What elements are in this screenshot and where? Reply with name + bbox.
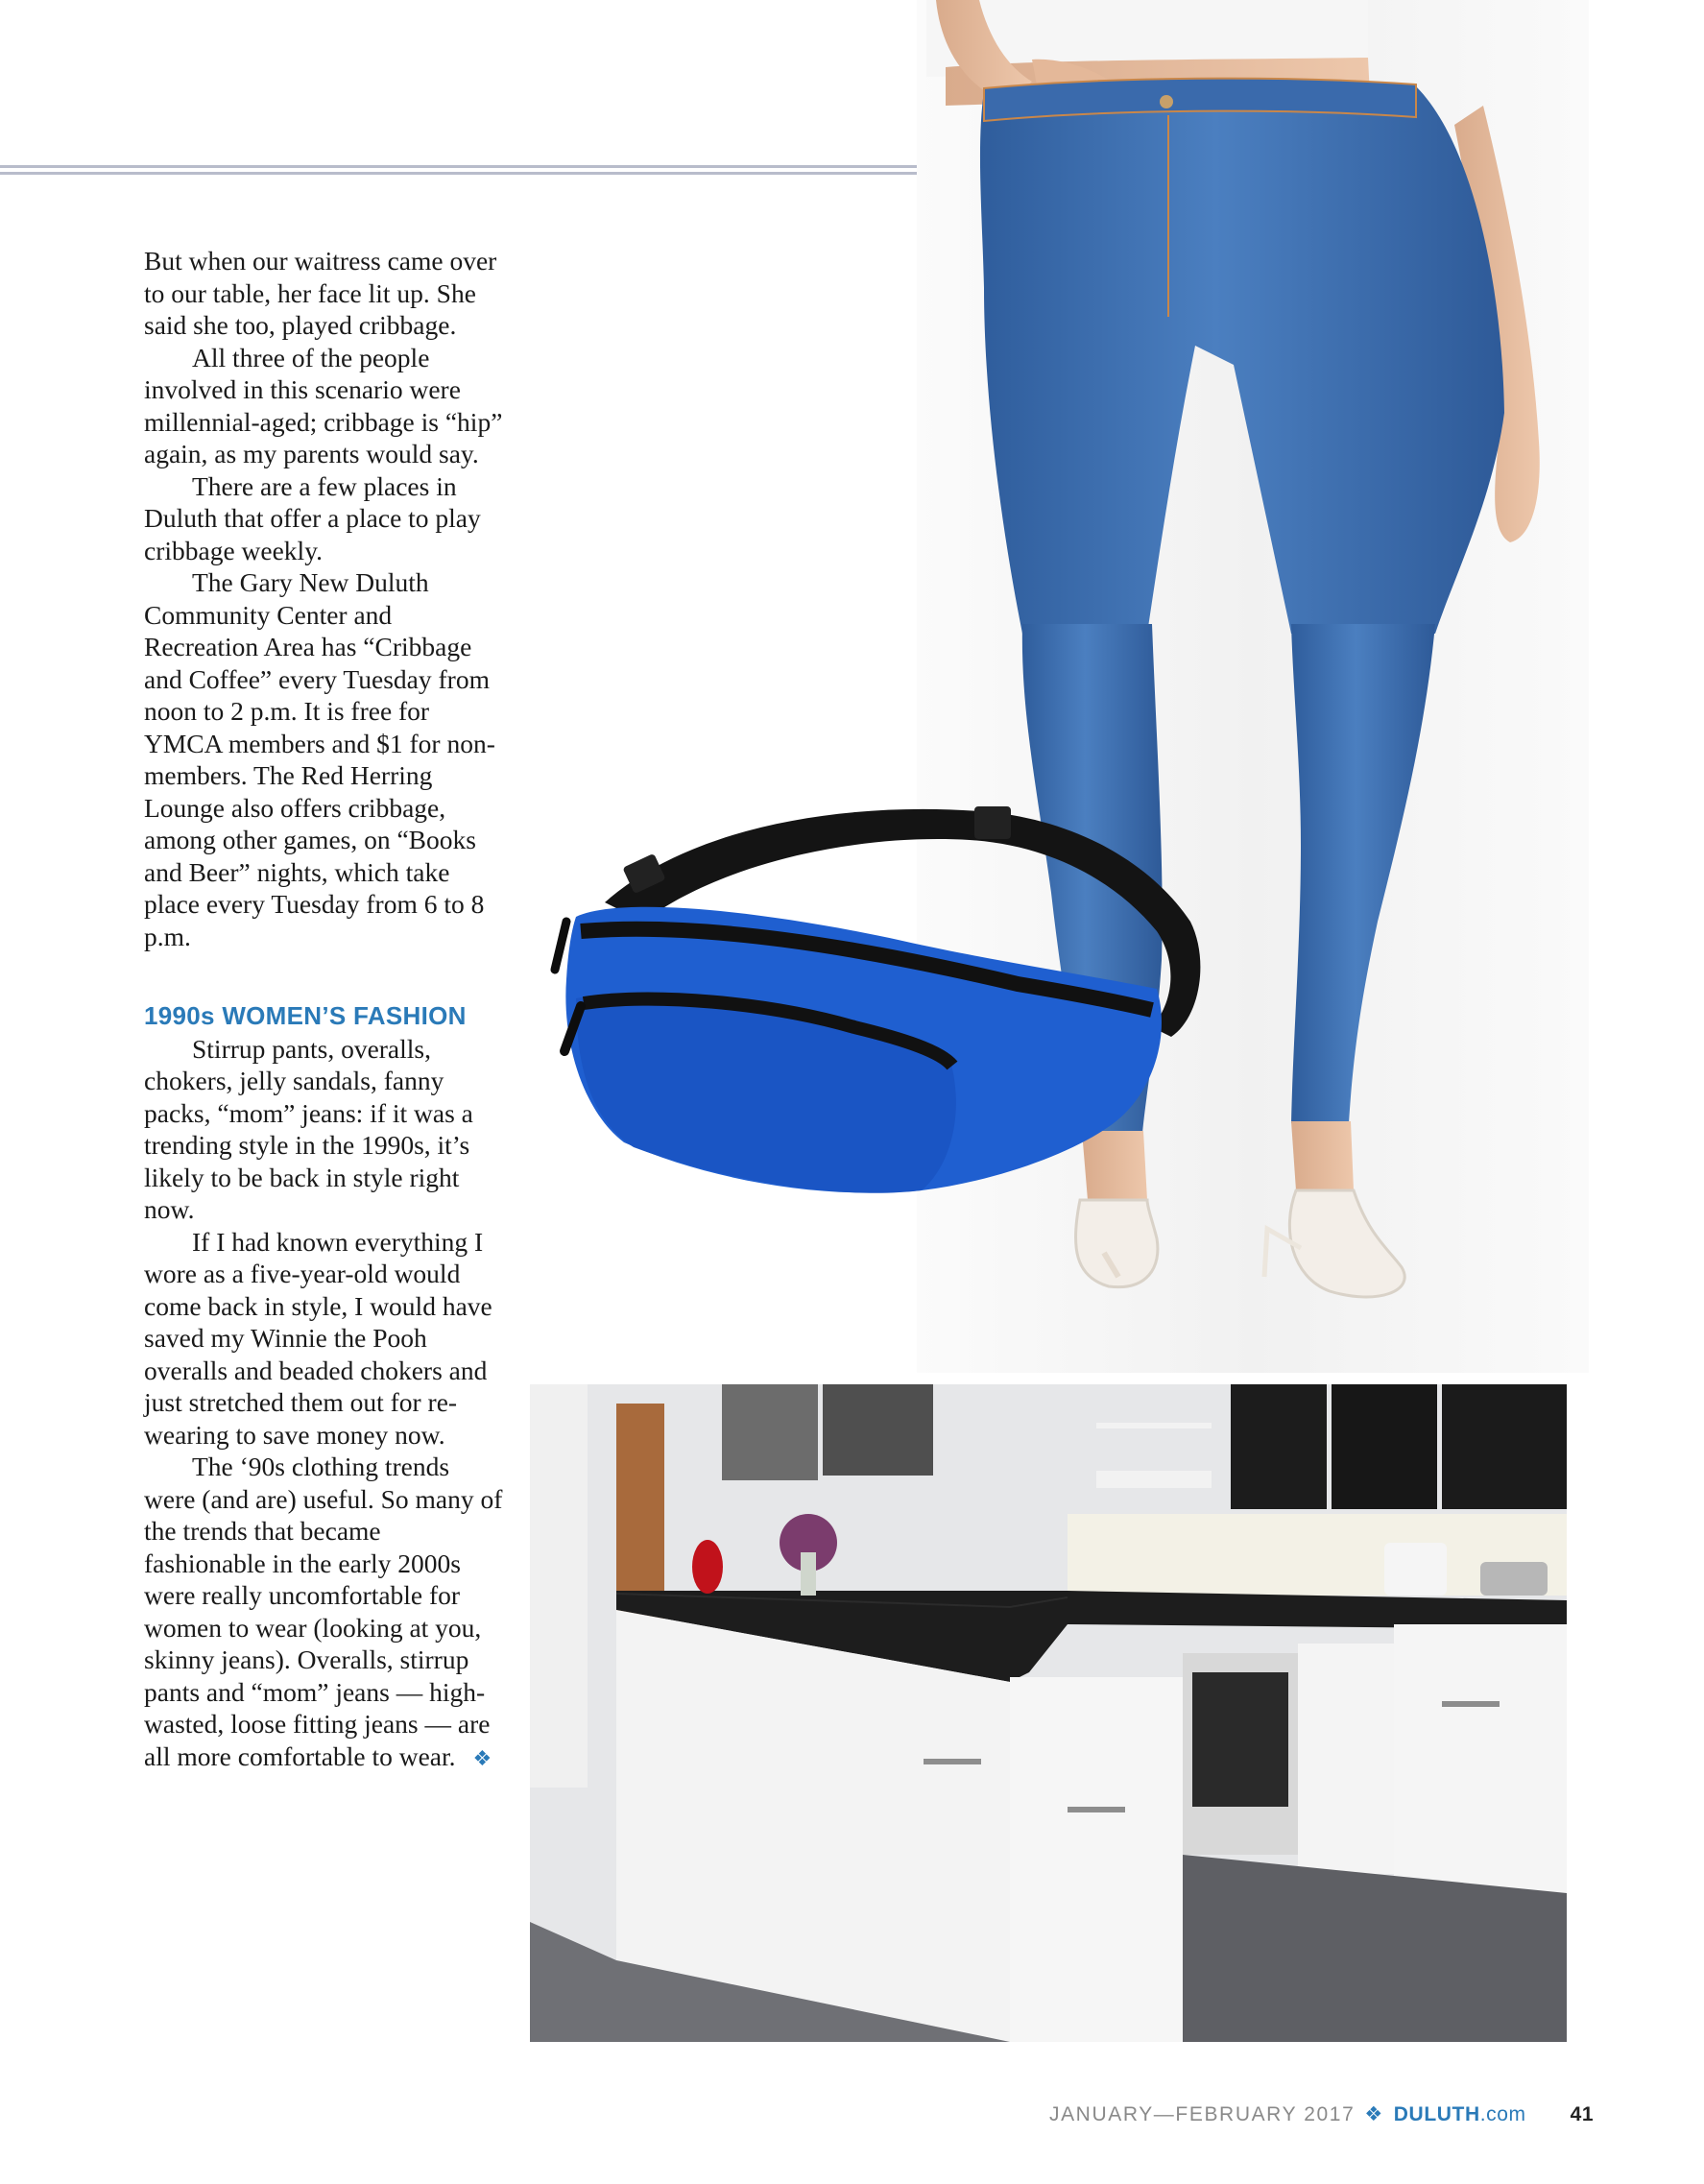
kitchen-photo [530, 1384, 1567, 2042]
issue-date: JANUARY—FEBRUARY 2017 [1048, 2103, 1356, 2125]
article-paragraph: The Gary New Duluth Community Center and Recreation Area has “Cribbage and Coffee” every Tuesday from noon to 2 p.m. It is free for YMCA members and $1 for non-members. The Red Herring Lounge also offers cribbage, among other games, on “Books and Beer” nights, which take place every Tuesday from 6 to 8 p.m. [144, 567, 495, 951]
article-paragraph: There are a few places in Duluth that offer a place to play cribbage weekly. [144, 470, 481, 565]
fanny-pack-photo [538, 787, 1306, 1286]
page-number: 41 [1570, 2103, 1594, 2125]
article-column [144, 245, 504, 1774]
article-paragraph: But when our waitress came over to our table, her face lit up. She said she too, played cribbage. [144, 246, 497, 340]
end-of-article-icon: ❖ [472, 1745, 492, 1770]
article-paragraph: Stirrup pants, overalls, chokers, jelly sandals, fanny packs, “mom” jeans: if it was a trending style in the 1990s, it’s likely to be back in style right now. [144, 1033, 473, 1224]
article-paragraph: If I had known everything I wore as a five-year-old would come back in style, I would have saved my Winnie the Pooh overalls and beaded chokers and just stretched them out for re-wearing to save money now. [144, 1226, 492, 1450]
site-name: DULUTH [1393, 2103, 1480, 2125]
article-paragraph: The ‘90s clothing trends were (and are) useful. So many of the trends that became fashionable in the early 2000s were really uncomfortable for women to wear (looking at you, skinny jeans). Overalls, stirrup pants and “mom” jeans — high-wasted, loose fitting jeans — are all more comfortable to wear. [144, 1452, 503, 1771]
site-suffix: .com [1479, 2103, 1526, 2125]
article-paragraph: All three of the people involved in this scenario were millennial-aged; cribbage is “hip” again, as my parents would say. [144, 342, 503, 468]
separator-icon: ❖ [1364, 2103, 1384, 2125]
section-heading: 1990s WOMEN’S FASHION [144, 1001, 467, 1030]
page-footer [1049, 2102, 1594, 2126]
